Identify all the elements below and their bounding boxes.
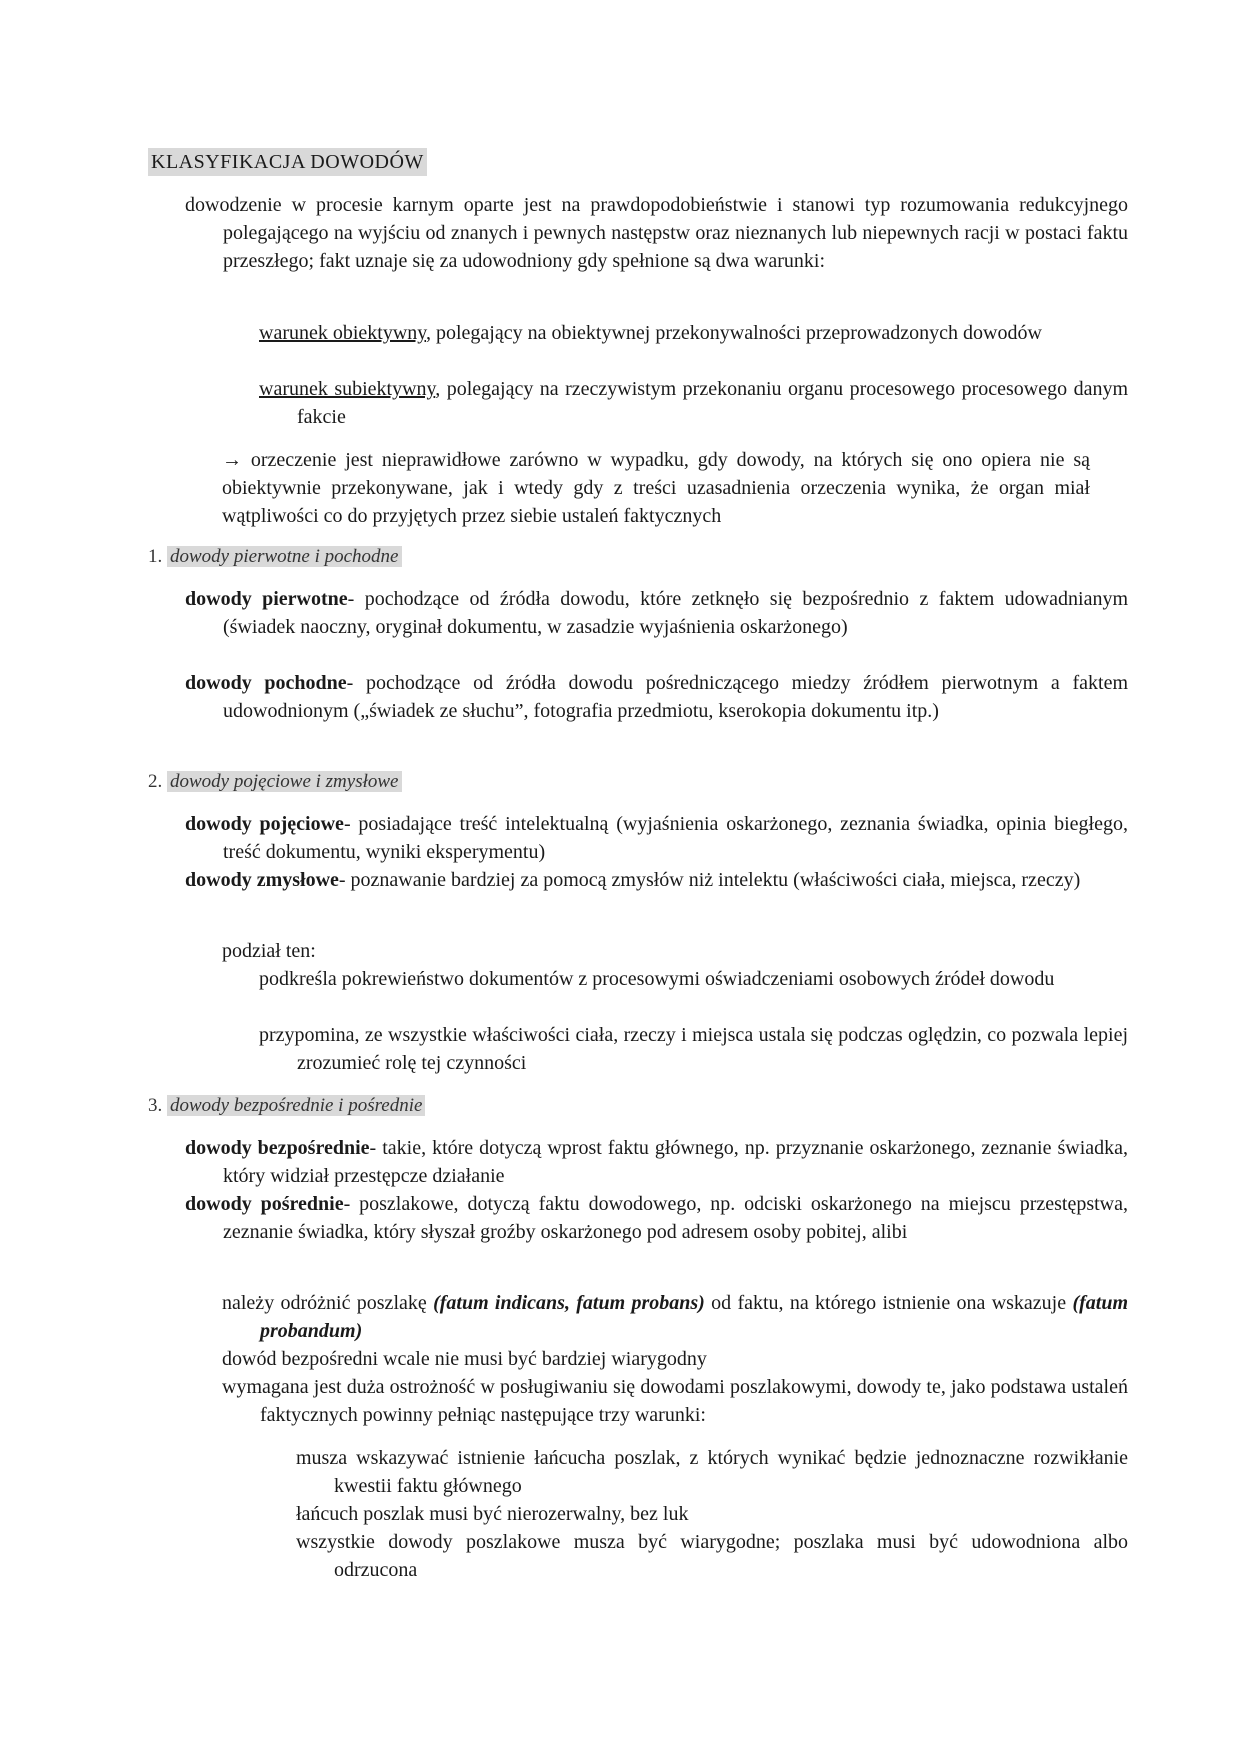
condition-item	[296, 1444, 1128, 1500]
definition-term: dowody pośrednie	[185, 1193, 344, 1215]
note-item: należy odróżnić poszlakę (fatum indicans, fatum probans) od faktu, na którego istnienie ona wskazuje (fatum probandum)	[222, 1292, 1128, 1342]
section-heading-3	[148, 1092, 425, 1120]
note-item	[259, 1021, 1128, 1077]
section-title: dowody pojęciowe i zmysłowe	[167, 771, 402, 792]
condition-item	[296, 1500, 1128, 1528]
section-number: 2.	[148, 771, 163, 792]
condition-text: wszystkie dowody poszlakowe musza być wiarygodne; poszlaka musi być udowodniona albo odrzucona	[296, 1531, 1128, 1581]
note-intro: podział ten:	[222, 940, 316, 962]
condition-text: , polegający na obiektywnej przekonywalności przeprowadzonych dowodów	[426, 322, 1042, 344]
note-item	[259, 965, 1128, 993]
note-text: wymagana jest duża ostrożność w posługiwaniu się dowodami poszlakowymi, dowody te, jako podstawa ustaleń faktycznych powinny pełniąc następujące trzy warunki:	[222, 1376, 1128, 1426]
note-text: przypomina, ze wszystkie właściwości ciała, rzeczy i miejsca ustala się podczas oględzin, co pozwala lepiej zrozumieć rolę tej czynności	[259, 1024, 1128, 1074]
condition-item	[296, 1528, 1128, 1584]
definition-term: dowody zmysłowe	[185, 869, 339, 891]
definition-item	[185, 810, 1128, 866]
definition-item	[185, 669, 1128, 725]
note-item	[222, 1345, 1128, 1373]
section-number: 1.	[148, 546, 163, 567]
section-heading-1	[148, 543, 402, 571]
condition-text: łańcuch poszlak musi być nierozerwalny, bez luk	[296, 1503, 689, 1525]
definition-item	[185, 585, 1128, 641]
definition-text: - pochodzące od źródła dowodu pośredniczącego miedzy źródłem pierwotnym a faktem udowodnionym („świadek ze słuchu”, fotografia przedmiotu, kserokopia dokumentu itp.)	[223, 672, 1128, 722]
condition-text: musza wskazywać istnienie łańcucha poszlak, z których wynikać będzie jednoznaczne rozwikłanie kwestii faktu głównego	[296, 1447, 1128, 1497]
definition-item	[185, 1134, 1128, 1190]
definition-text: - posiadające treść intelektualną (wyjaśnienia oskarżonego, zeznania świadka, opinia biegłego, treść dokumentu, wyniki eksperymentu)	[223, 813, 1128, 863]
definition-item	[185, 1190, 1128, 1246]
condition-objective	[259, 319, 1128, 347]
definition-term: dowody pojęciowe	[185, 813, 344, 835]
condition-text: , polegający na rzeczywistym przekonaniu organu procesowego procesowego danym fakcie	[297, 378, 1128, 428]
definition-term: dowody pochodne	[185, 672, 347, 694]
intro-paragraph	[185, 191, 1128, 275]
section-title: dowody pierwotne i pochodne	[167, 546, 402, 567]
definition-text: - pochodzące od źródła dowodu, które zetknęło się bezpośrednio z faktem udowadnianym (świadek naoczny, oryginał dokumentu, w zasadzie wyjaśnienia oskarżonego)	[223, 588, 1128, 638]
page-title: KLASYFIKACJA DOWODÓW	[148, 148, 427, 176]
definition-text: - poszlakowe, dotyczą faktu dowodowego, np. odciski oskarżonego na miejscu przestępstwa, zeznanie świadka, który słyszał groźby oskarżonego pod adresem osoby pobitej, alibi	[223, 1193, 1128, 1243]
conclusion-paragraph	[222, 446, 1090, 530]
condition-term: warunek obiektywny	[259, 322, 426, 344]
note-text: podkreśla pokrewieństwo dokumentów z procesowymi oświadczeniami osobowych źródeł dowodu	[259, 968, 1055, 990]
section-title: dowody bezpośrednie i pośrednie	[167, 1095, 425, 1116]
section-number: 3.	[148, 1095, 163, 1116]
note-text: dowód bezpośredni wcale nie musi być bardziej wiarygodny	[222, 1348, 707, 1370]
condition-subjective	[259, 375, 1128, 431]
note-item	[222, 1373, 1128, 1429]
section-heading-2	[148, 768, 402, 796]
conclusion-text: → orzeczenie jest nieprawidłowe zarówno w wypadku, gdy dowody, na których się ono opiera nie są obiektywnie przekonywane, jak i wtedy gdy z treści uzasadnienia orzeczenia wynika, że organ miał wątpliwości co do przyjętych przez siebie ustaleń faktycznych	[222, 449, 1090, 527]
latin-term: (fatum probandum)	[260, 1292, 1128, 1342]
definition-text: - poznawanie bardziej za pomocą zmysłów niż intelektu (właściwości ciała, miejsca, rzeczy)	[338, 869, 1081, 891]
definition-item	[185, 866, 1128, 894]
condition-term: warunek subiektywny	[259, 378, 436, 400]
latin-term: (fatum indicans, fatum probans)	[433, 1292, 705, 1314]
intro-text: dowodzenie w procesie karnym oparte jest na prawdopodobieństwie i stanowi typ rozumowania redukcyjnego polegającego na wyjściu od znanych i pewnych następstw oraz nieznanych lub niepewnych racji w postaci faktu przeszłego; fakt uznaje się za udowodniony gdy spełnione są dwa warunki:	[185, 194, 1128, 272]
definition-text: - takie, które dotyczą wprost faktu głównego, np. przyznanie oskarżonego, zeznanie świadka, który widział przestępcze działanie	[223, 1137, 1129, 1187]
definition-term: dowody bezpośrednie	[185, 1137, 370, 1159]
definition-term: dowody pierwotne	[185, 588, 348, 610]
